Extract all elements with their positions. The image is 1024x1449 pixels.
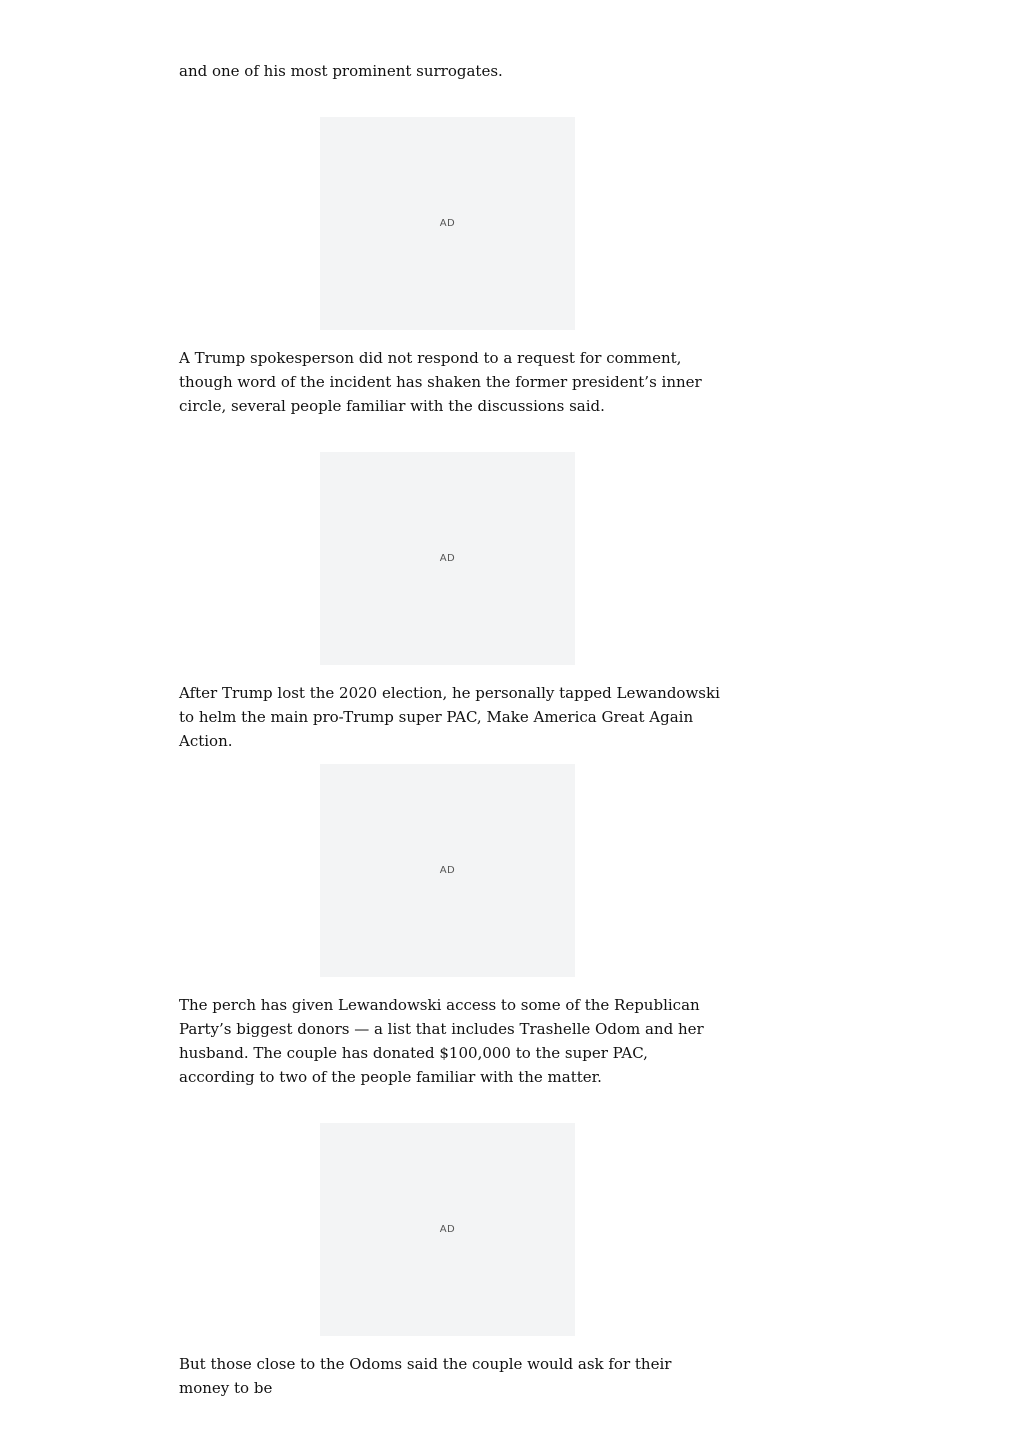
article-paragraph: After Trump lost the 2020 election, he personally tapped Lewandowski to helm the main pro-Trump super PAC, Make America Great Again Action.: [179, 684, 720, 750]
article-paragraph: But those close to the Odoms said the couple would ask for their money to be: [179, 1355, 672, 1397]
ad-slot[interactable]: [320, 117, 575, 330]
article-paragraph: A Trump spokesperson did not respond to a request for comment, though word of the incident has shaken the former president’s inner circle, several people familiar with the discussions said.: [179, 349, 702, 415]
ad-slot[interactable]: [320, 764, 575, 977]
ad-label: AD: [439, 865, 456, 876]
ad-slot[interactable]: [320, 452, 575, 665]
article-paragraph: The perch has given Lewandowski access to some of the Republican Party’s biggest donors — a list that includes Trashelle Odom and her husband. The couple has donated $100,000 to the super PAC, according to two of the people familiar with the matter.: [179, 996, 704, 1086]
ad-slot[interactable]: [320, 1123, 575, 1336]
ad-label: AD: [439, 553, 456, 564]
article-paragraph: and one of his most prominent surrogates.: [179, 62, 503, 80]
ad-label: AD: [439, 1224, 456, 1235]
ad-label: AD: [439, 218, 456, 229]
